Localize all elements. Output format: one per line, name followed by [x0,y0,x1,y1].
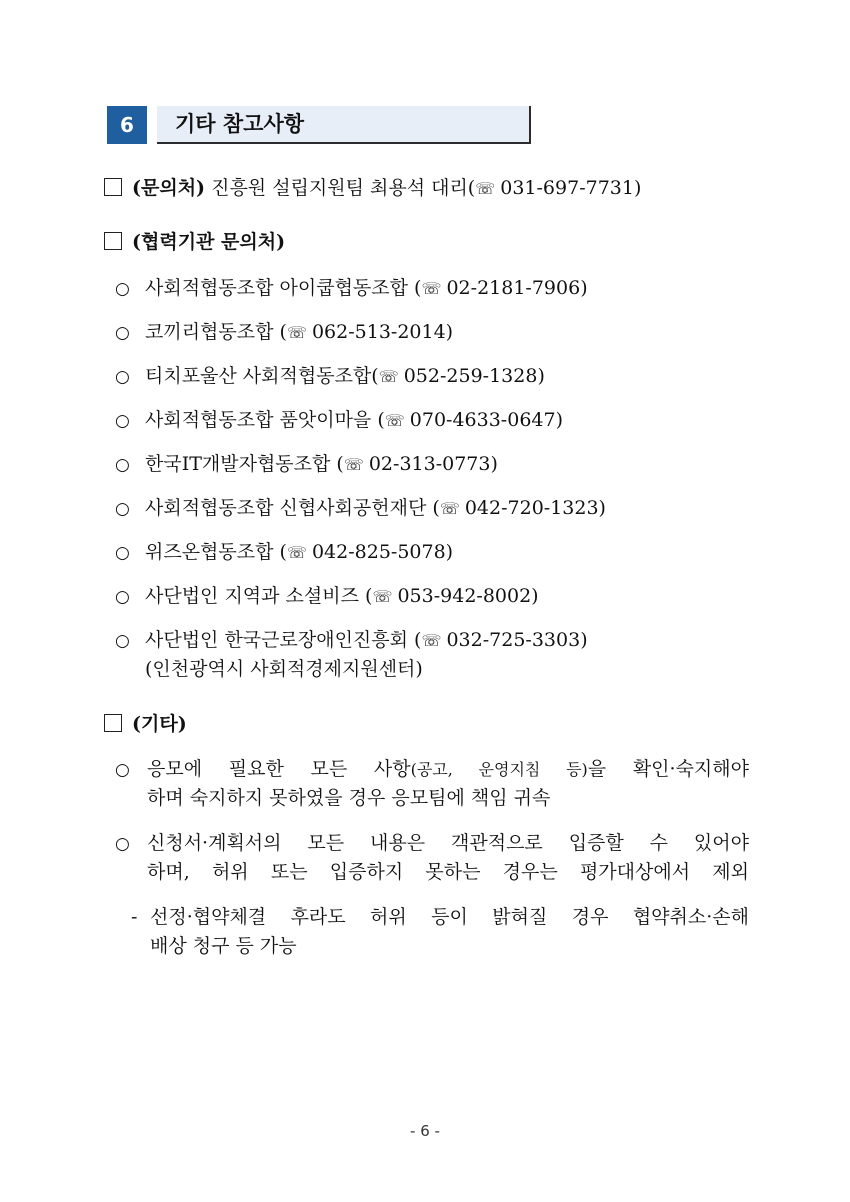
bullet-icon: ○ [115,760,130,780]
phone-icon: ☏ [421,631,442,650]
dash-icon: - [131,906,138,928]
page-number: - 6 - [410,1122,440,1140]
partner-phone: 070-4633-0647) [409,409,563,431]
bullet-icon: ○ [115,455,130,475]
partner-phone: 062-513-2014) [311,321,454,343]
partners-label: (협력기관 문의처) [132,231,286,253]
phone-icon: ☏ [343,455,364,474]
partner-phone: 053-942-8002) [397,585,539,607]
other-item-2-line1: 신청서·계획서의 모든 내용은 객관적으로 입증할 수 있어야 [147,832,749,854]
partner-name: 사회적협동조합 아이쿱협동조합 ( [145,277,422,299]
phone-icon: ☏ [439,499,460,518]
other-item-2-line2: 하며, 허위 또는 입증하지 못하는 경우는 평가대상에서 제외 [147,861,749,883]
phone-icon: ☏ [372,587,393,606]
inquiry-row [104,176,641,201]
partner-phone: 042-825-5078) [311,541,454,563]
checkbox-icon [104,178,122,196]
partners-row [104,230,285,254]
section-header [107,106,531,144]
partner-phone: 042-720-1323) [464,497,606,519]
partner-phone: 02-313-0773) [368,453,498,475]
bullet-icon: ○ [115,279,130,299]
bullet-icon: ○ [115,587,130,607]
partner-phone: 032-725-3303) [446,629,588,651]
phone-icon: ☏ [421,279,442,298]
partner-phone: 02-2181-7906) [446,277,588,299]
partner-name: 코끼리협동조합 ( [145,321,287,343]
inquiry-text: 진흥원 설립지원팀 최용석 대리( [205,177,476,199]
text-segment-small: (공고, 운영지침 등) [410,760,588,779]
section-title: 기타 참고사항 [175,112,305,136]
section-title-box [157,106,531,144]
partner-name: 위즈온협동조합 ( [145,541,287,563]
inquiry-phone: 031-697-7731) [500,177,642,199]
text-segment: 을 확인·숙지해야 [587,758,749,780]
other-item-1-line2: 하며 숙지하지 못하였을 경우 응모팀에 책임 귀속 [147,787,551,809]
bullet-icon: ○ [115,631,130,651]
partner-phone: 052-259-1328) [403,365,545,387]
bullet-icon: ○ [115,367,130,387]
partner-name: 사단법인 한국근로장애인진흥회 ( [145,629,422,651]
partner-name: 사회적협동조합 신협사회공헌재단 ( [145,497,440,519]
other-row [104,712,187,736]
phone-icon: ☏ [475,179,496,198]
section-number: 6 [107,106,147,144]
partner-name: 사회적협동조합 품앗이마을 ( [145,409,385,431]
bullet-icon: ○ [115,323,130,343]
phone-icon: ☏ [286,543,307,562]
sub-item-line1: 선정·협약체결 후라도 허위 등이 밝혀질 경우 협약취소·손해 [150,906,749,928]
phone-icon: ☏ [286,323,307,342]
bullet-icon: ○ [115,411,130,431]
partner-name: 한국IT개발자협동조합 ( [145,453,344,475]
checkbox-icon [104,232,122,250]
partner-note: (인천광역시 사회적경제지원센터) [145,658,423,680]
bullet-icon: ○ [115,543,130,563]
partner-name: 사단법인 지역과 소셜비즈 ( [145,585,373,607]
text-segment: 응모에 필요한 모든 사항 [147,758,411,780]
bullet-icon: ○ [115,499,130,519]
phone-icon: ☏ [378,367,399,386]
inquiry-label: (문의처) [132,177,206,199]
sub-item-line2: 배상 청구 등 가능 [150,935,297,957]
other-label: (기타) [132,713,187,735]
phone-icon: ☏ [384,411,405,430]
other-item-1-line1 [147,757,749,782]
bullet-icon: ○ [115,834,130,854]
partner-name: 티치포울산 사회적협동조합( [145,365,379,387]
checkbox-icon [104,714,122,732]
